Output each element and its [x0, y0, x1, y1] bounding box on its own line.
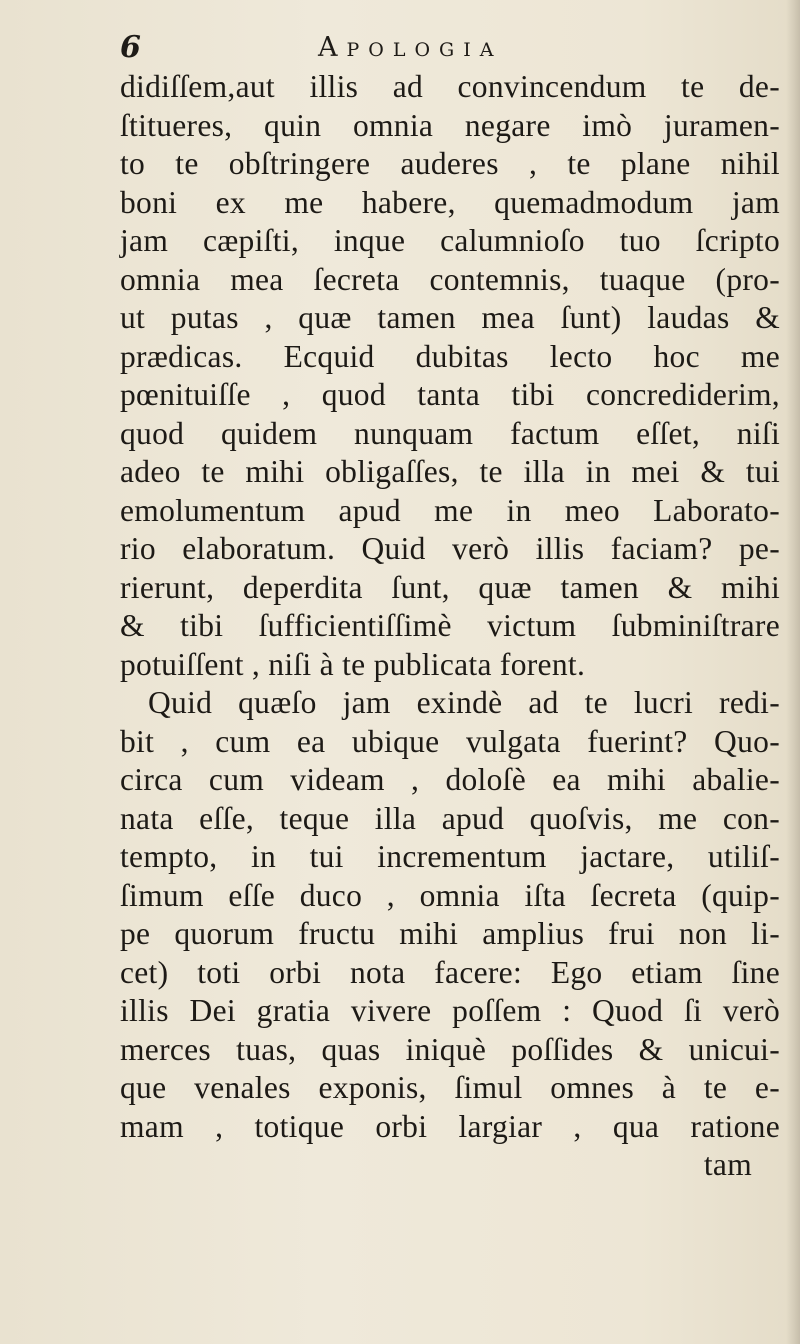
text-line: to te obſtringere auderes , te plane nihil: [120, 146, 780, 181]
page-number: 6: [120, 30, 141, 65]
text-line: cet) toti orbi nota facere: Ego etiam ſine: [120, 954, 780, 990]
text-line: ſimum eſſe duco , omnia iſta ſecreta (quip-: [120, 877, 780, 913]
text-line: adeo te mihi obligaſſes, te illa in mei & tui: [120, 454, 780, 489]
text-line: rierunt, deperdita ſunt, quæ tamen & mihi: [120, 569, 780, 605]
text-line: pe quorum fructu mihi amplius frui non li-: [120, 916, 780, 951]
text-line: tempto, in tui incrementum jactare, utiliſ-: [120, 839, 780, 874]
text-line: pœnituiſſe , quod tanta tibi concrediderim,: [120, 377, 780, 412]
text-line: bit , cum ea ubique vulgata fuerint? Quo-: [120, 723, 780, 759]
catchword: tam: [703, 1147, 752, 1182]
text-line: prædicas. Ecquid dubitas lecto hoc me: [120, 338, 780, 374]
text-line: mam , totique orbi largiar , qua ratione: [120, 1108, 780, 1144]
text-line: nata eſſe, teque illa apud quoſvis, me con-: [120, 800, 780, 836]
text-line: circa cum videam , doloſè ea mihi abalie-: [120, 762, 780, 797]
text-line: omnia mea ſecreta contemnis, tuaque (pro-: [120, 261, 780, 297]
text-line: potuiſſent , niſi à te publicata forent.: [120, 646, 586, 682]
text-line: illis Dei gratia vivere poſſem : Quod ſi verò: [120, 993, 780, 1028]
page-header: [120, 30, 720, 70]
text-line: que venales exponis, ſimul omnes à te e-: [120, 1070, 780, 1105]
body-text: [120, 68, 790, 1185]
text-line: quod quidem nunquam factum eſſet, niſi: [120, 415, 780, 451]
text-line: jam cæpiſti, inque calumnioſo tuo ſcripto: [120, 223, 780, 258]
text-line: emolumentum apud me in meo Laborato-: [120, 492, 780, 528]
paragraph-start-line: Quid quæſo jam exindè ad te lucri redi-: [148, 685, 780, 720]
text-line: ſtitueres, quin omnia negare imò juramen-: [120, 107, 780, 143]
text-line: boni ex me habere, quemadmodum jam: [120, 184, 780, 220]
text-line: merces tuas, quas iniquè poſſides & unicui-: [120, 1031, 780, 1067]
text-line: & tibi ſufficientiſſimè victum ſubminiſtrare: [120, 608, 780, 643]
text-line: ut putas , quæ tamen mea ſunt) laudas &: [120, 300, 780, 335]
running-head: Apologia: [318, 32, 503, 63]
text-line: rio elaboratum. Quid verò illis faciam? pe-: [120, 531, 780, 566]
text-line: didiſſem,aut illis ad convincendum te de-: [120, 69, 780, 104]
